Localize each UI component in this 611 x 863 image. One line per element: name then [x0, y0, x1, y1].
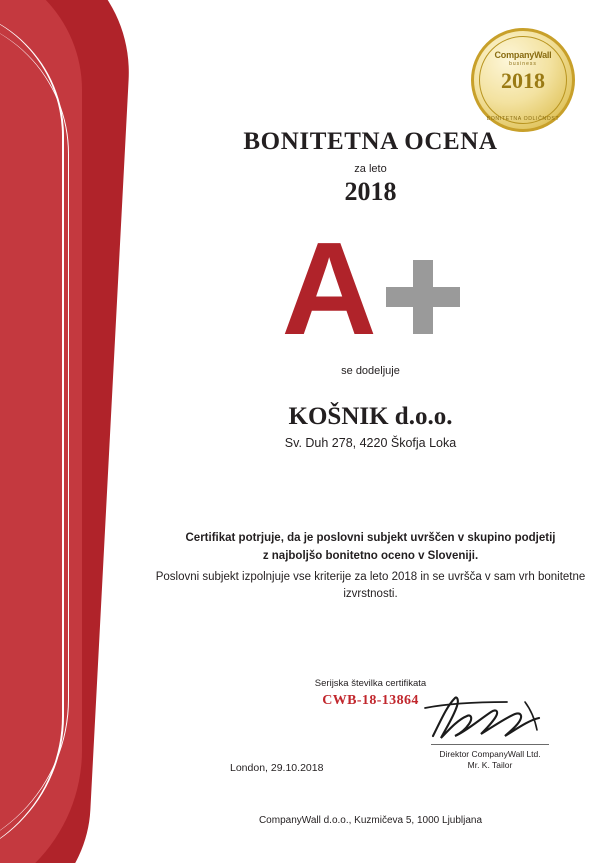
band-dark-shape	[0, 0, 130, 863]
year-value: 2018	[344, 177, 397, 206]
signature-role: Direktor CompanyWall Ltd.	[439, 749, 541, 759]
serial-number-label: Serijska številka certifikata	[314, 678, 427, 690]
signature-block	[395, 690, 585, 770]
grade-mark	[276, 215, 466, 362]
band-edge-stroke	[0, 14, 69, 859]
seal-brand-sub-label: business	[509, 61, 537, 67]
statement-block	[130, 530, 611, 604]
company-address: Sv. Duh 278, 4220 Škofja Loka	[284, 436, 457, 450]
signature-line	[431, 744, 549, 745]
statement-line-3: Poslovni subjekt izpolnjuje vse kriterije za leto 2018 in se uvršča v sam vrh bonitetne izvrstnosti.	[155, 570, 586, 601]
signature-svg	[395, 690, 585, 744]
place-and-date: London, 29.10.2018	[230, 762, 324, 774]
seal-brand-label: CompanyWall	[494, 50, 552, 60]
year-label: za leto	[354, 163, 387, 175]
statement-line-2: z najboljšo bonitetno oceno v Sloveniji.	[262, 549, 479, 562]
serial-number-value: CWB-18-13864	[322, 693, 419, 709]
seal-year-label: 2018	[501, 68, 545, 93]
grade-plus-vertical-bar	[413, 260, 433, 334]
grade-letter: A	[281, 215, 373, 362]
company-name: KOŠNIK d.o.o.	[288, 403, 453, 430]
statement-line-1: Certifikat potrjuje, da je poslovni subjekt uvrščen v skupino podjetij	[185, 532, 556, 544]
seal-arc-label: BONITETNA ODLIČNOST	[486, 116, 560, 122]
decorative-red-band	[0, 0, 130, 863]
signature-mark	[395, 690, 585, 744]
footer-issuer-info: CompanyWall d.o.o., Kuzmičeva 5, 1000 Ljubljana	[258, 815, 483, 826]
band-light-shape	[0, 0, 82, 863]
awarded-to-label: se dodeljuje	[341, 365, 400, 377]
page-title: BONITETNA OCENA	[243, 128, 498, 155]
band-inner-stroke	[0, 6, 64, 863]
signature-name: Mr. K. Tailor	[467, 760, 513, 770]
